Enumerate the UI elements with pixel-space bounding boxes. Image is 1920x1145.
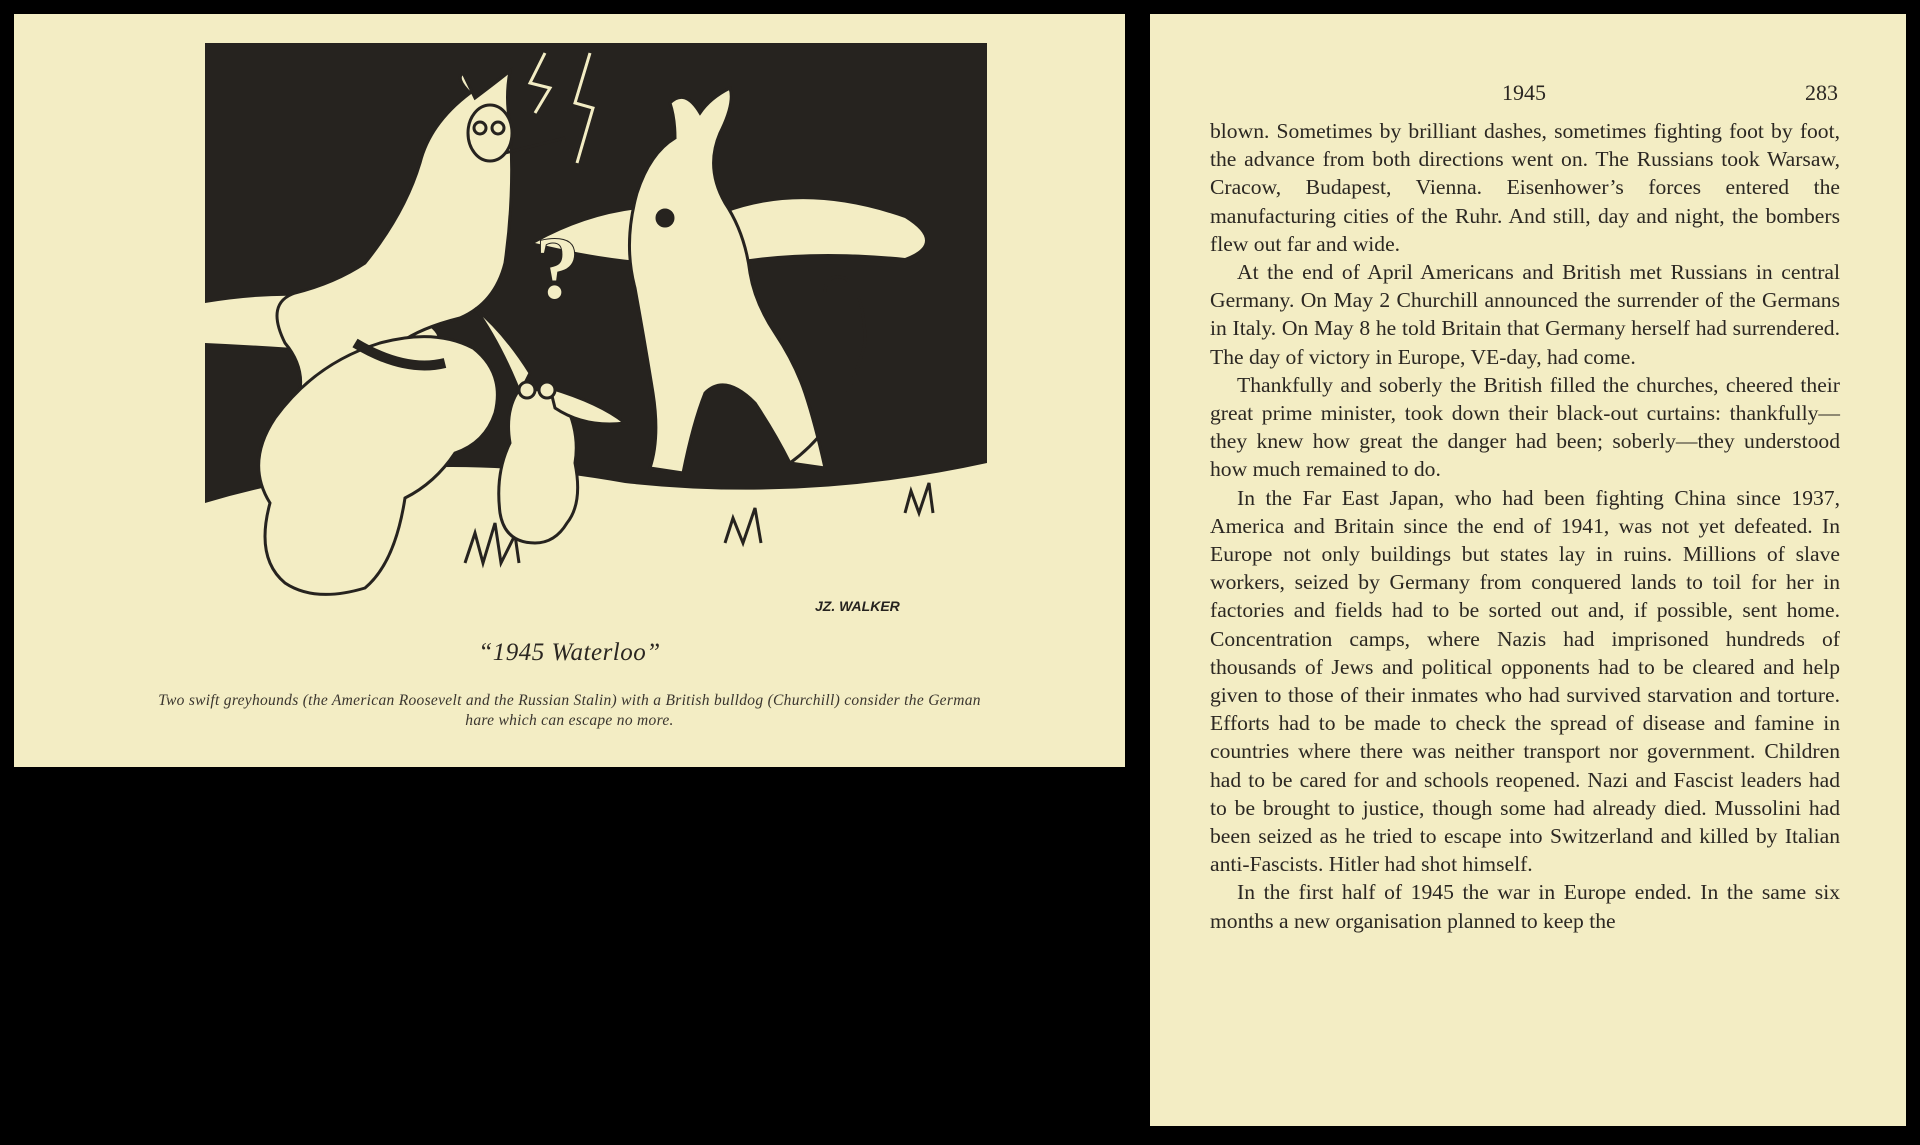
question-mark-icon: ? [535, 219, 580, 318]
paragraph: In the first half of 1945 the war in Europe ended. In the same six months a new organisation planned to keep the [1210, 880, 1840, 933]
paragraph: blown. Sometimes by brilliant dashes, sometimes fighting foot by foot, the advance from both directions went on. The Russians took Warsaw, Cracow, Budapest, Vienna. Eisenhower’s forces entered the manufacturing cities of the Ruhr. And still, day and night, the bombers flew out far and wide. [1210, 119, 1840, 256]
paragraph: In the Far East Japan, who had been fighting China since 1937, America and Britain since the end of 1941, was not yet defeated. In Europe not only buildings but states lay in ruins. Millions of slave workers, seized by Germany from conquered lands to toil for her in factories and fields had to be sorted out and, if possible, sent home. Concentration camps, where Nazis had imprisoned hundreds of thousands of Jews and political opponents had to be cleared and help given to those of their inmates who had survived starvation and torture. Efforts had to be made to check the spread of disease and famine in countries where there was neither transport nor government. Children had to be cared for and schools reopened. Nazi and Fascist leaders had to be brought to justice, though some had already died. Mussolini had been seized as he tried to escape into Switzerland and killed by Italian anti-Fascists. Hitler had shot himself. [1210, 485, 1840, 877]
artist-signature: JZ. WALKER [815, 598, 900, 614]
left-page [14, 14, 1125, 767]
cartoon-title: “1945 Waterloo” [478, 639, 661, 666]
right-page [1150, 14, 1906, 1126]
paragraph: Thankfully and soberly the British filled the churches, cheered their great prime minister, took down their black-out curtains: thankfully—they knew how great the danger had been; soberly—they understood how much remained to do. [1210, 372, 1840, 482]
running-head-year: 1945 [1502, 80, 1546, 105]
cartoon-caption: Two swift greyhounds (the American Roosevelt and the Russian Stalin) with a British bulldog (Churchill) consider the German hare which can escape no more. [158, 692, 981, 729]
page-number: 283 [1805, 80, 1838, 105]
body-text [1210, 117, 1840, 935]
paragraph: At the end of April Americans and British met Russians in central Germany. On May 2 Churchill announced the surrender of the Germans in Italy. On May 8 he told Britain that Germany herself had surrendered. The day of victory in Europe, VE-day, had come. [1210, 260, 1840, 369]
cartoon-illustration [205, 43, 987, 633]
